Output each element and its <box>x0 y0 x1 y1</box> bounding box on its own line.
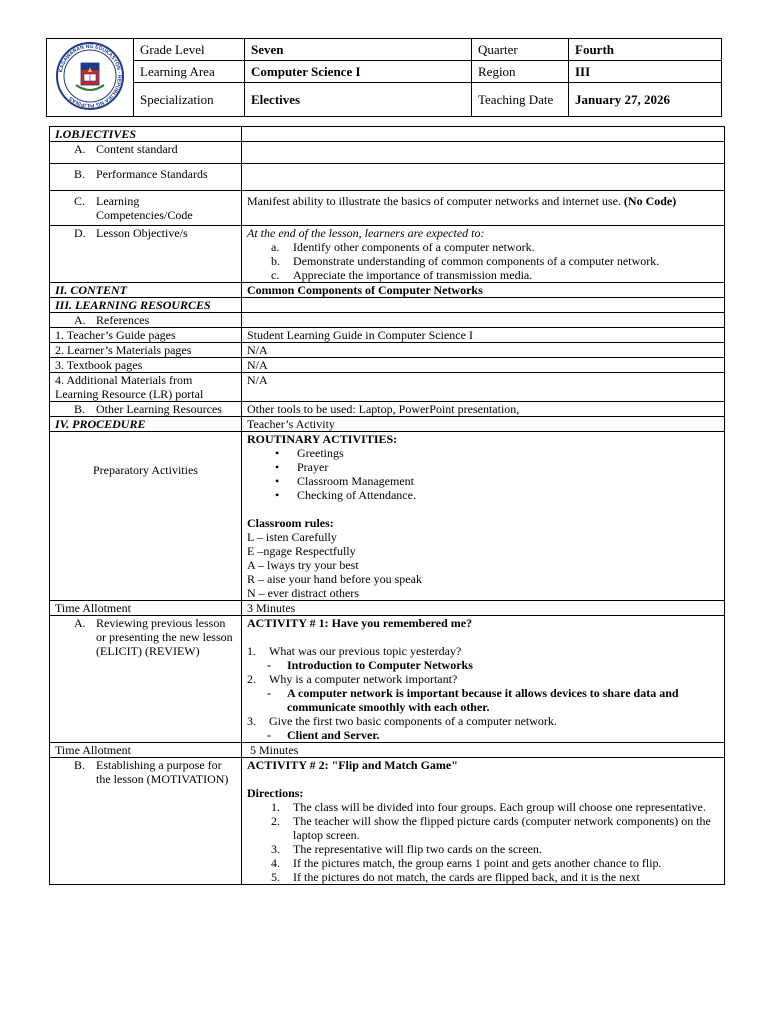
empty-cell <box>242 127 725 142</box>
directions-list <box>247 800 719 884</box>
specialization-value: Electives <box>245 83 472 117</box>
empty-cell <box>242 313 725 328</box>
empty-cell <box>242 298 725 313</box>
question-number: 2. <box>247 672 256 686</box>
lesson-plan-table <box>49 126 725 885</box>
objectives-heading: I.OBJECTIVES <box>50 127 242 142</box>
teachers-guide-label: 1. Teacher’s Guide pages <box>50 328 242 343</box>
time-allotment-label-1: Time Allotment <box>50 601 242 616</box>
direction-item <box>271 842 719 856</box>
objective-marker: c. <box>271 268 280 282</box>
lesson-objectives-intro: At the end of the lesson, learners are expected to: <box>247 226 485 240</box>
classroom-rule: R – aise your hand before you speak <box>247 572 422 586</box>
objective-item <box>271 268 719 282</box>
answer-dash: - <box>267 658 271 672</box>
question-text: What was our previous topic yesterday? <box>269 644 462 658</box>
objective-item <box>271 254 719 268</box>
activity-question <box>247 714 719 728</box>
question-answer <box>247 658 719 672</box>
additional-materials-value: N/A <box>242 373 725 402</box>
learners-materials-label: 2. Learner’s Materials pages <box>50 343 242 358</box>
preparatory-activities-value <box>242 432 725 601</box>
question-answer <box>247 728 719 742</box>
teachers-guide-value: Student Learning Guide in Computer Science I <box>242 328 725 343</box>
direction-number: 5. <box>271 870 280 884</box>
svg-text:KAGAWARAN NG EDUKASYON · REPUB: KAGAWARAN NG EDUKASYON · REPUBLIKA NG PILIPINAS <box>58 43 123 109</box>
learners-materials-value: N/A <box>242 343 725 358</box>
classroom-rule: A – lways try your best <box>247 558 359 572</box>
region-value: III <box>569 61 722 83</box>
direction-number: 3. <box>271 842 280 856</box>
empty-cell <box>242 142 725 164</box>
directions-title: Directions: <box>247 786 304 800</box>
objective-text: Appreciate the importance of transmission media. <box>293 268 533 282</box>
activity-1-questions <box>247 644 719 742</box>
direction-number: 4. <box>271 856 280 870</box>
procedure-heading: IV. PROCEDURE <box>50 417 242 432</box>
content-standard-label: A. Content standard <box>50 142 242 164</box>
empty-cell <box>242 164 725 191</box>
activity-question <box>247 672 719 686</box>
answer-text: A computer network is important because it allows devices to share data and communicate smoothly with each other. <box>287 686 679 714</box>
direction-item <box>271 870 719 884</box>
learning-area-value: Computer Science I <box>245 61 472 83</box>
answer-dash: - <box>267 728 271 742</box>
answer-dash: - <box>267 686 271 700</box>
direction-text: The teacher will show the flipped picture cards (computer network components) on the laptop screen. <box>293 814 711 842</box>
teachers-activity-header: Teacher’s Activity <box>242 417 725 432</box>
teaching-date-value: January 27, 2026 <box>569 83 722 117</box>
classroom-rule: E –ngage Respectfully <box>247 544 356 558</box>
quarter-value: Fourth <box>569 39 722 61</box>
time-allotment-value-1: 3 Minutes <box>242 601 725 616</box>
answer-text: Client and Server. <box>287 728 380 742</box>
grade-level-label: Grade Level <box>134 39 245 61</box>
learning-resources-heading: III. LEARNING RESOURCES <box>50 298 242 313</box>
question-number: 3. <box>247 714 256 728</box>
direction-text: The representative will flip two cards on the screen. <box>293 842 542 856</box>
grade-level-value: Seven <box>245 39 472 61</box>
preparatory-activities-label: Preparatory Activities <box>50 432 242 601</box>
learning-competencies-label: C. Learning Competencies/Code <box>50 191 242 226</box>
activity-question <box>247 644 719 658</box>
direction-number: 2. <box>271 814 280 828</box>
content-heading: II. CONTENT <box>50 283 242 298</box>
textbook-pages-value: N/A <box>242 358 725 373</box>
direction-item <box>271 814 719 842</box>
quarter-label: Quarter <box>472 39 569 61</box>
classroom-rule: N – ever distract others <box>247 586 359 600</box>
review-label: A. Reviewing previous lesson or presenting the new lesson (ELICIT) (REVIEW) <box>50 616 242 743</box>
performance-standards-label: B. Performance Standards <box>50 164 242 191</box>
lesson-objectives-label: D. Lesson Objective/s <box>50 226 242 283</box>
content-value: Common Components of Computer Networks <box>242 283 725 298</box>
routinary-activities-list <box>247 446 719 502</box>
deped-seal-icon <box>52 41 128 111</box>
question-text: Give the first two basic components of a computer network. <box>269 714 557 728</box>
direction-item <box>271 856 719 870</box>
other-resources-label: B. Other Learning Resources <box>50 402 242 417</box>
references-label: A. References <box>50 313 242 328</box>
time-allotment-label-2: Time Allotment <box>50 743 242 758</box>
question-text: Why is a computer network important? <box>269 672 458 686</box>
objective-text: Identify other components of a computer network. <box>293 240 535 254</box>
deped-seal <box>47 39 134 117</box>
specialization-label: Specialization <box>134 83 245 117</box>
objective-marker: a. <box>271 240 280 254</box>
direction-text: If the pictures do not match, the cards are flipped back, and it is the next <box>293 870 640 884</box>
lesson-objectives-list <box>247 240 719 282</box>
objective-text: Demonstrate understanding of common components of a computer network. <box>293 254 660 268</box>
other-resources-value: Other tools to be used: Laptop, PowerPoint presentation, <box>242 402 725 417</box>
routine-item: • Greetings <box>297 446 719 460</box>
review-activity <box>242 616 725 743</box>
additional-materials-label: 4. Additional Materials from Learning Resource (LR) portal <box>50 373 242 402</box>
header-table <box>46 38 722 117</box>
time-allotment-value-2: 5 Minutes <box>242 743 725 758</box>
question-answer <box>247 686 719 714</box>
learning-area-label: Learning Area <box>134 61 245 83</box>
routinary-activities-title: ROUTINARY ACTIVITIES: <box>247 432 398 446</box>
teaching-date-label: Teaching Date <box>472 83 569 117</box>
direction-item <box>271 800 719 814</box>
classroom-rule: L – isten Carefully <box>247 530 337 544</box>
routine-item: • Checking of Attendance. <box>297 488 719 502</box>
learning-competencies-value: Manifest ability to illustrate the basics of computer networks and internet use. (No Code) <box>242 191 725 226</box>
motivation-activity <box>242 758 725 885</box>
routine-item: • Prayer <box>297 460 719 474</box>
routine-item: • Classroom Management <box>297 474 719 488</box>
classroom-rules-list <box>247 530 719 600</box>
activity-1-title: ACTIVITY # 1: Have you remembered me? <box>247 616 473 630</box>
region-label: Region <box>472 61 569 83</box>
answer-text: Introduction to Computer Networks <box>287 658 473 672</box>
direction-text: The class will be divided into four groups. Each group will choose one representative. <box>293 800 706 814</box>
objective-marker: b. <box>271 254 280 268</box>
motivation-label: B. Establishing a purpose for the lesson (MOTIVATION) <box>50 758 242 885</box>
textbook-pages-label: 3. Textbook pages <box>50 358 242 373</box>
objective-item <box>271 240 719 254</box>
lesson-objectives-value <box>242 226 725 283</box>
activity-2-title: ACTIVITY # 2: "Flip and Match Game" <box>247 758 458 772</box>
classroom-rules-title: Classroom rules: <box>247 516 334 530</box>
question-number: 1. <box>247 644 256 658</box>
direction-text: If the pictures match, the group earns 1 point and gets another chance to flip. <box>293 856 662 870</box>
direction-number: 1. <box>271 800 280 814</box>
